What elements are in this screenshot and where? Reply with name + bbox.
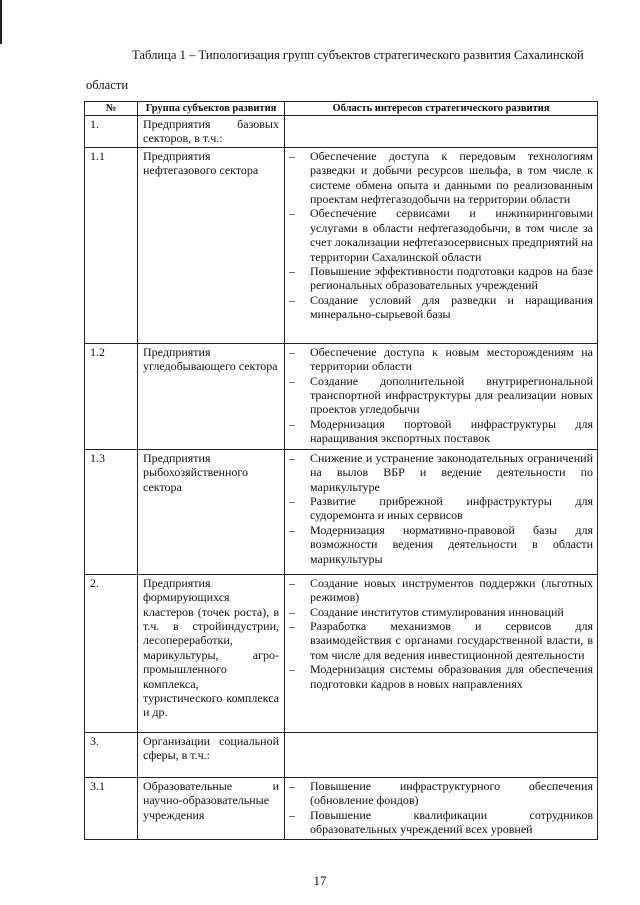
table-row	[85, 116, 598, 148]
row-areas	[285, 777, 598, 839]
caption-line-2: области	[86, 78, 129, 92]
caption-line-1: Таблица 1 – Типологизация групп субъектов стратегического развития Сахалинской	[132, 48, 584, 62]
areas-list	[285, 345, 593, 446]
row-group: Организации социальной сферы, в т.ч.:	[138, 732, 285, 777]
area-item: – Создание институтов стимулирования инноваций	[285, 605, 593, 619]
row-number: 1.	[85, 116, 138, 148]
margin-mark	[0, 0, 2, 44]
row-number: 1.2	[85, 343, 138, 449]
table-header-row	[85, 102, 598, 116]
row-number: 2.	[85, 574, 138, 732]
header-number: №	[85, 102, 138, 116]
areas-list	[285, 779, 593, 837]
area-item: – Повышение эффективности подготовки кадров на базе региональных образовательных учреждений	[285, 264, 593, 293]
row-group: Предприятия угледобывающего сектора	[138, 343, 285, 449]
row-number: 1.1	[85, 147, 138, 343]
areas-list	[285, 451, 593, 566]
area-item: – Модернизация нормативно-правовой базы для возможности ведения деятельности в области марикультуры	[285, 523, 593, 566]
area-item: – Разработка механизмов и сервисов для взаимодействия с органами государственной власти, в том числе для ведения инвестиционной деятельности	[285, 619, 593, 662]
table-row	[85, 147, 598, 343]
areas-list	[285, 149, 593, 322]
row-group: Предприятия базовых секторов, в т.ч.:	[138, 116, 285, 148]
area-item: – Создание дополнительной внутрирегиональной транспортной инфраструктуры для реализации новых проектов угледобычи	[285, 374, 593, 417]
table-row	[85, 449, 598, 574]
area-item: – Повышение инфраструктурного обеспечения (обновление фондов)	[285, 779, 593, 808]
area-item: – Обеспечение доступа к новым месторождениям на территории области	[285, 345, 593, 374]
typology-table	[84, 101, 598, 840]
table-row	[85, 732, 598, 777]
area-item: – Повышение квалификации сотрудников образовательных учреждений всех уровней	[285, 808, 593, 837]
row-areas	[285, 116, 598, 148]
area-item: – Создание новых инструментов поддержки (льготных режимов)	[285, 576, 593, 605]
areas-list	[285, 576, 593, 691]
header-group: Группа субъектов развития	[138, 102, 285, 116]
header-areas: Область интересов стратегического развития	[285, 102, 598, 116]
row-areas	[285, 449, 598, 574]
area-item: – Обеспечение сервисами и инжиниринговыми услугами в области нефтегазодобычи, в том числе за счет локализации нефтегазосервисных предприятий на территории Сахалинской области	[285, 206, 593, 264]
area-item: – Снижение и устранение законодательных ограничений на вылов ВБР и ведение деятельности по марикультуре	[285, 451, 593, 494]
table-row	[85, 777, 598, 839]
row-number: 1.3	[85, 449, 138, 574]
area-item: – Модернизация системы образования для обеспечения подготовки кадров в новых направлениях	[285, 662, 593, 691]
row-areas	[285, 732, 598, 777]
row-group: Образовательные и научно-образовательные учреждения	[138, 777, 285, 839]
row-number: 3.	[85, 732, 138, 777]
row-group: Предприятия формирующихся кластеров (точек роста), в т.ч. в стройиндустрии, лесопереработки, марикультуры, агро-промышленного комплекса, туристического комплекса и др.	[138, 574, 285, 732]
area-item: – Обеспечение доступа к передовым технологиям разведки и добычи ресурсов шельфа, в том числе к системе обмена опыта и данными по реализованным проектам нефтегазодобычи на территории области	[285, 149, 593, 207]
row-areas	[285, 574, 598, 732]
area-item: – Модернизация портовой инфраструктуры для наращивания экспортных поставок	[285, 417, 593, 446]
row-areas	[285, 343, 598, 449]
row-group: Предприятия нефтегазового сектора	[138, 147, 285, 343]
area-item: – Развитие прибрежной инфраструктуры для судоремонта и иных сервисов	[285, 494, 593, 523]
row-group: Предприятия рыбохозяйственного сектора	[138, 449, 285, 574]
table-caption	[86, 46, 626, 95]
table-row	[85, 343, 598, 449]
page-number: 17	[313, 873, 327, 888]
area-item: – Создание условий для разведки и наращивания минерально-сырьевой базы	[285, 293, 593, 322]
row-number: 3.1	[85, 777, 138, 839]
row-areas	[285, 147, 598, 343]
table-row	[85, 574, 598, 732]
